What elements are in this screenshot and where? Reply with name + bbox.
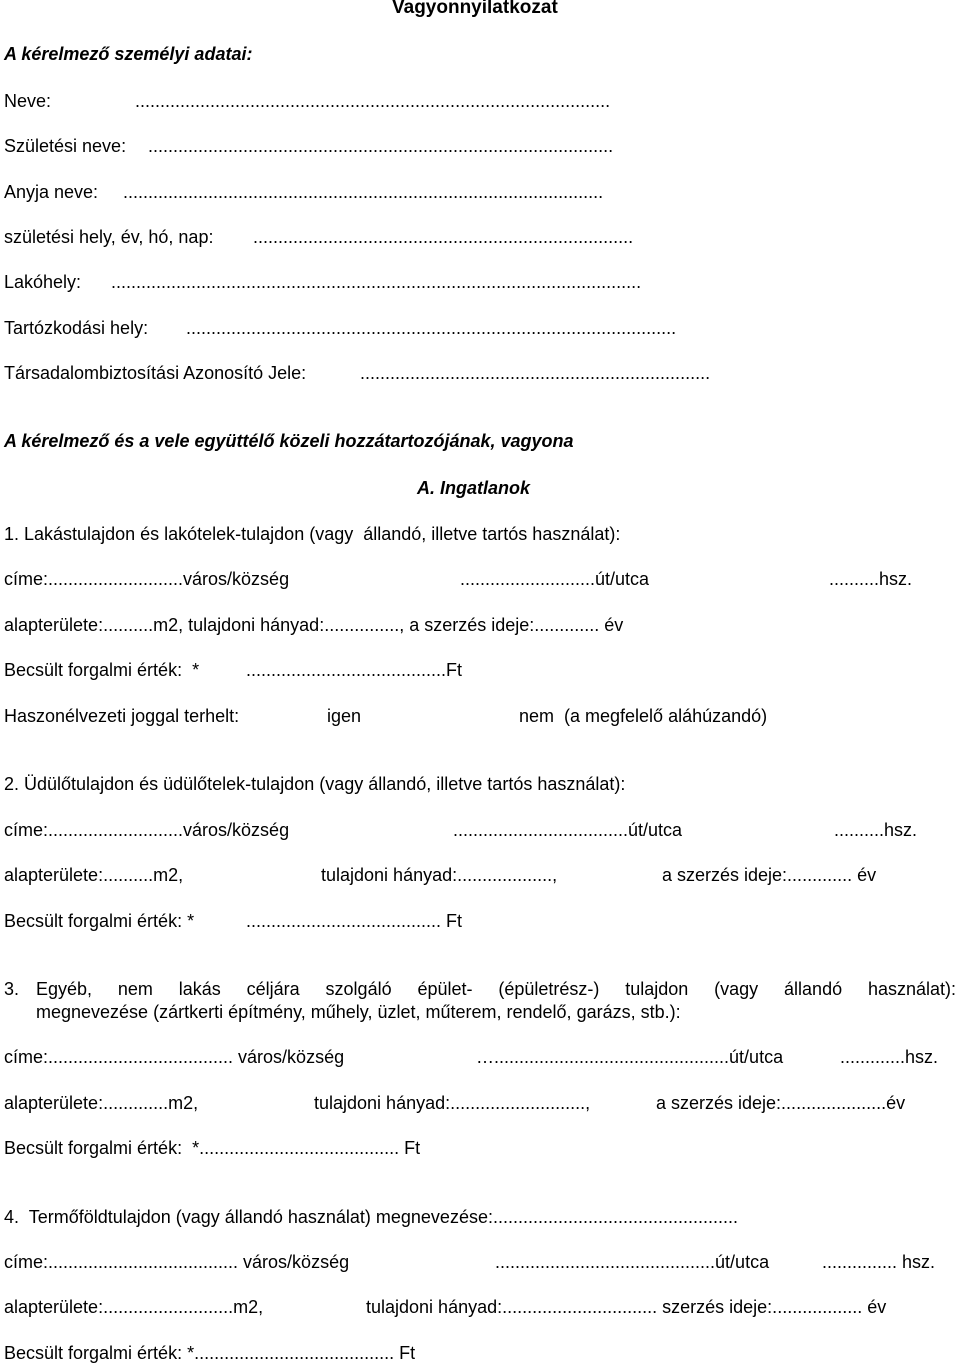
item3-number: 3. xyxy=(4,979,20,999)
mother-name-field[interactable]: ................................................................................................ xyxy=(123,182,604,202)
item4-heading[interactable]: 4. Termőföldtulajdon (vagy állandó használat) megnevezése:................................................. xyxy=(4,1207,739,1227)
item3-address-number[interactable]: .............hsz. xyxy=(840,1047,939,1067)
item1-usufruct-label: Haszonélvezeti joggal terhelt: xyxy=(4,706,240,726)
item1-usufruct-no[interactable]: nem (a megfelelő aláhúzandó) xyxy=(519,706,768,726)
assets-heading: A kérelmező és a vele együttélő közeli hozzátartozójának, vagyona xyxy=(4,431,574,451)
item1-address-number[interactable]: ..........hsz. xyxy=(829,569,913,589)
taj-label: Társadalombiztosítási Azonosító Jele: xyxy=(4,363,307,383)
item1-area-line[interactable]: alapterülete:..........m2, tulajdoni hányad:..............., a szerzés ideje:............. év xyxy=(4,615,624,635)
real-estate-heading: A. Ingatlanok xyxy=(417,478,531,498)
stay-address-field[interactable]: .................................................................................................. xyxy=(186,318,677,338)
item2-address-city[interactable]: címe:...........................város/község xyxy=(4,820,290,840)
item3-acquired[interactable]: a szerzés ideje:.....................év xyxy=(656,1093,906,1113)
item4-address-number[interactable]: ............... hsz. xyxy=(822,1252,936,1272)
mother-name-label: Anyja neve: xyxy=(4,182,99,202)
item1-value-field[interactable]: ........................................Ft xyxy=(246,660,463,680)
stay-address-label: Tartózkodási hely: xyxy=(4,318,149,338)
item4-value-field[interactable]: Becsült forgalmi érték: *........................................ Ft xyxy=(4,1343,416,1363)
birth-place-date-label: születési hely, év, hó, nap: xyxy=(4,227,214,247)
item3-value-field[interactable]: Becsült forgalmi érték: *........................................ Ft xyxy=(4,1138,421,1158)
item3-address-city[interactable]: címe:..................................... város/község xyxy=(4,1047,345,1067)
name-field[interactable]: ............................................................................................... xyxy=(135,91,611,111)
item2-share[interactable]: tulajdoni hányad:..................., xyxy=(321,865,558,885)
item4-area[interactable]: alapterülete:..........................m2, xyxy=(4,1297,264,1317)
residence-label: Lakóhely: xyxy=(4,272,82,292)
item2-value-label: Becsült forgalmi érték: * xyxy=(4,911,195,931)
item4-share-acquired[interactable]: tulajdoni hányad:............................... szerzés ideje:.................. év xyxy=(366,1297,887,1317)
personal-data-heading: A kérelmező személyi adatai: xyxy=(4,44,253,64)
item4-address-street[interactable]: ............................................út/utca xyxy=(495,1252,770,1272)
name-label: Neve: xyxy=(4,91,52,111)
item1-usufruct-yes[interactable]: igen xyxy=(327,706,362,726)
item2-acquired[interactable]: a szerzés ideje:............. év xyxy=(662,865,877,885)
birth-place-date-field[interactable]: ............................................................................ xyxy=(253,227,634,247)
residence-field[interactable]: .......................................................................................................... xyxy=(111,272,642,292)
item2-value-field[interactable]: ....................................... Ft xyxy=(246,911,463,931)
document-title: Vagyonnyilatkozat xyxy=(392,0,558,18)
item1-heading: 1. Lakástulajdon és lakótelek-tulajdon (vagy állandó, illetve tartós használat): xyxy=(4,524,621,544)
item1-value-label: Becsült forgalmi érték: * xyxy=(4,660,200,680)
item4-address-city[interactable]: címe:...................................... város/község xyxy=(4,1252,350,1272)
birth-name-field[interactable]: ............................................................................................. xyxy=(148,136,614,156)
item1-address-street[interactable]: ...........................út/utca xyxy=(460,569,650,589)
item2-heading: 2. Üdülőtulajdon és üdülőtelek-tulajdon (vagy állandó, illetve tartós használat): xyxy=(4,774,626,794)
birth-name-label: Születési neve: xyxy=(4,136,127,156)
item3-heading-line1: Egyéb, nem lakás céljára szolgáló épület- (épületrész-) tulajdon (vagy állandó használat): xyxy=(36,979,956,999)
taj-field[interactable]: ...................................................................... xyxy=(360,363,711,383)
item2-address-number[interactable]: ..........hsz. xyxy=(834,820,918,840)
item2-address-street[interactable]: ...................................út/utca xyxy=(453,820,683,840)
item3-heading-line2: megnevezése (zártkerti építmény, műhely, üzlet, műterem, rendelő, garázs, stb.): xyxy=(36,1002,681,1022)
item3-area[interactable]: alapterülete:.............m2, xyxy=(4,1093,199,1113)
item3-share[interactable]: tulajdoni hányad:..........................., xyxy=(314,1093,591,1113)
item3-address-street[interactable]: …...............................................út/utca xyxy=(476,1047,784,1067)
item2-area[interactable]: alapterülete:..........m2, xyxy=(4,865,184,885)
item1-address-city[interactable]: címe:...........................város/község xyxy=(4,569,290,589)
